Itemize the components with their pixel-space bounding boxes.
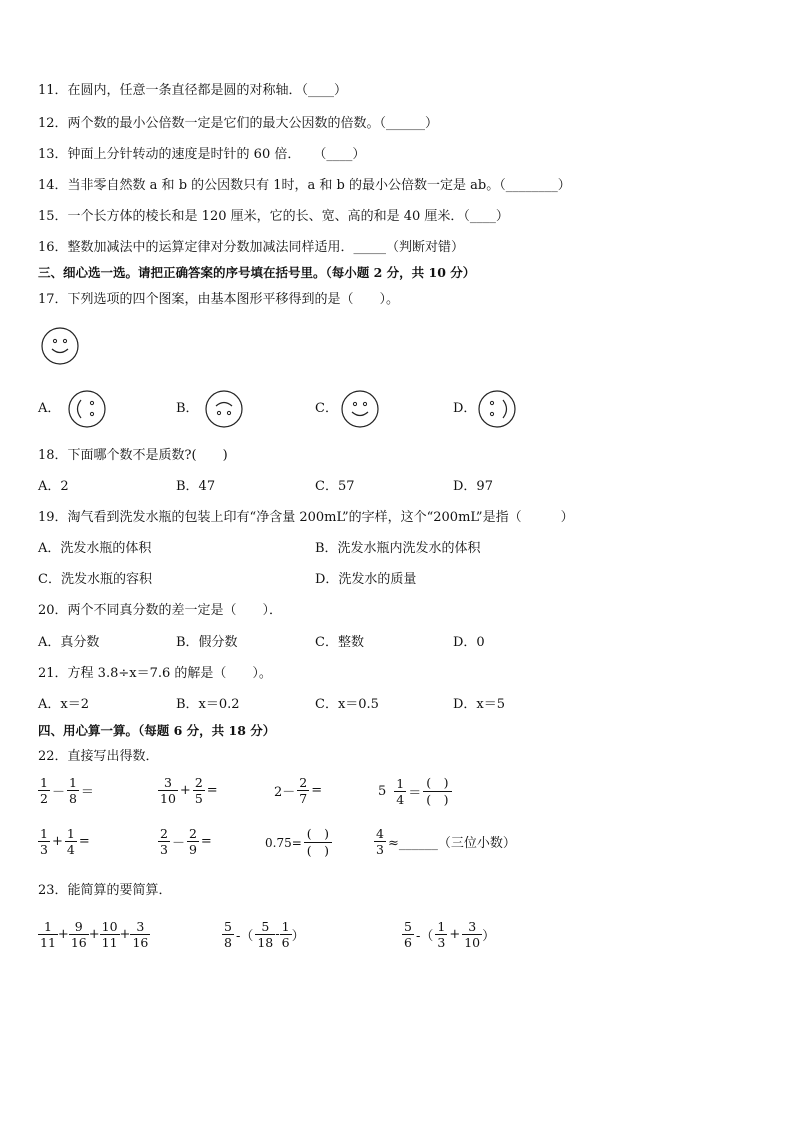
base-smiley-figure	[40, 326, 80, 366]
section-4-heading: 四、用心算一算。（每题 6 分，共 18 分）	[38, 723, 276, 738]
fraction: $\frac{5}{18}$	[257, 919, 274, 950]
question-23: 23．能简算的要简算．	[38, 883, 172, 898]
q19-option-b[interactable]: B．洗发水瓶内洗发水的体积	[315, 541, 481, 556]
question-11: 11．在圆内，任意一条直径都是圆的对称轴．（____）	[38, 83, 348, 98]
question-21: 21．方程 3.8÷x＝7.6 的解是（ ）。	[38, 666, 272, 681]
q18-option-b[interactable]: B．47	[176, 479, 216, 494]
fraction: $\frac{1}{3}$	[437, 919, 446, 950]
q21-option-c[interactable]: C．x＝0.5	[315, 697, 379, 712]
q19-option-d[interactable]: D．洗发水的质量	[315, 572, 417, 587]
q22-expr-8: $\frac{4}{3}$ ≈______（三位小数）	[376, 826, 516, 857]
section-3-heading: 三、细心选一选。请把正确答案的序号填在括号里。（每小题 2 分，共 10 分）	[38, 265, 476, 280]
question-12: 12．两个数的最小公倍数一定是它们的最大公因数的倍数。（______）	[38, 116, 439, 131]
question-14: 14．当非零自然数 a 和 b 的公因数只有 1时，a 和 b 的最小公倍数一定是 ab。（________）	[38, 178, 571, 193]
q19-option-a[interactable]: A．洗发水瓶的体积	[38, 541, 152, 556]
fraction: $\frac{3}{10}$	[160, 775, 176, 806]
question-16: 16．整数加减法中的运算定律对分数加减法同样适用．_____（判断对错）	[38, 240, 465, 255]
fraction: $\frac{1}{4}$	[396, 776, 405, 807]
q18-option-a[interactable]: A．2	[38, 479, 69, 494]
q21-option-a[interactable]: A．x＝2	[38, 697, 89, 712]
q18-option-d[interactable]: D．97	[453, 479, 493, 494]
q22-expr-4: 5 $\frac{1}{4}$ ＝ $\frac{( )}{( )}$	[376, 775, 452, 808]
fraction: $\frac{2}{5}$	[194, 775, 203, 806]
fraction: $\frac{1}{3}$	[40, 826, 48, 857]
q18-option-c[interactable]: C．57	[315, 479, 355, 494]
q22-expr-3: 2－ $\frac{2}{7}$ =	[274, 775, 323, 806]
q22-expr-6: $\frac{2}{3}$ － $\frac{2}{9}$ =	[160, 826, 212, 857]
fraction: $\frac{5}{6}$	[404, 919, 412, 950]
q21-option-b[interactable]: B．x＝0.2	[176, 697, 240, 712]
q21-option-d[interactable]: D．x＝5	[453, 697, 506, 712]
fraction: $\frac{2}{9}$	[188, 826, 197, 857]
fraction: $\frac{1}{8}$	[68, 775, 77, 806]
question-17: 17．下列选项的四个图案，由基本图形平移得到的是（ ）。	[38, 292, 400, 307]
fraction: $\frac{1}{11}$	[40, 919, 56, 950]
q17-option-c-figure[interactable]	[340, 389, 380, 429]
q17-option-d-figure[interactable]	[477, 389, 517, 429]
question-15: 15．一个长方体的棱长和是 120 厘米，它的长、宽、高的和是 40 厘米．（____）	[38, 209, 509, 224]
q23-expr-1: $\frac{1}{11}$ + $\frac{9}{16}$ + $\frac{10}{11}$ + $\frac{3}{16}$	[40, 919, 149, 950]
q22-expr-5: $\frac{1}{3}$ + $\frac{1}{4}$ =	[40, 826, 90, 857]
fraction: $\frac{4}{3}$	[376, 826, 384, 857]
q19-option-c[interactable]: C．洗发水瓶的容积	[38, 572, 152, 587]
answer-blank-fraction[interactable]: $\frac{( )}{( )}$	[304, 826, 332, 859]
question-18: 18．下面哪个数不是质数?( )	[38, 448, 228, 463]
q17-option-d-label: D．	[453, 401, 477, 416]
fraction: $\frac{3}{10}$	[464, 919, 481, 950]
fraction: $\frac{2}{7}$	[299, 775, 308, 806]
q23-expr-3: $\frac{5}{6}$ -（ $\frac{1}{3}$ + $\frac{3}{10}$ ）	[404, 919, 496, 950]
fraction: $\frac{1}{2}$	[40, 775, 48, 806]
q17-option-a-label: A．	[38, 401, 61, 416]
q22-expr-2: $\frac{3}{10}$ + $\frac{2}{5}$ =	[160, 775, 218, 806]
q20-option-d[interactable]: D．0	[453, 635, 485, 650]
q17-option-b-figure[interactable]	[204, 389, 244, 429]
q17-option-b-label: B．	[176, 401, 199, 416]
fraction: $\frac{3}{16}$	[132, 919, 149, 950]
question-20: 20．两个不同真分数的差一定是（ ）．	[38, 603, 283, 618]
q22-expr-1: $\frac{1}{2}$ － $\frac{1}{8}$ ＝	[40, 775, 94, 806]
answer-blank-fraction[interactable]: $\frac{( )}{( )}$	[423, 775, 451, 808]
question-19: 19．淘气看到洗发水瓶的包装上印有“净含量 200mL”的字样，这个“200mL”是指（ ）	[38, 510, 574, 525]
q20-option-b[interactable]: B．假分数	[176, 635, 238, 650]
q20-option-c[interactable]: C．整数	[315, 635, 364, 650]
fraction: $\frac{1}{4}$	[66, 826, 75, 857]
fraction: $\frac{5}{8}$	[224, 919, 232, 950]
fraction: $\frac{2}{3}$	[160, 826, 168, 857]
q22-expr-7: 0.75= $\frac{( )}{( )}$	[263, 826, 332, 859]
fraction: $\frac{10}{11}$	[101, 919, 118, 950]
q20-option-a[interactable]: A．真分数	[38, 635, 100, 650]
q17-option-c-label: C．	[315, 401, 338, 416]
fraction: $\frac{1}{6}$	[281, 919, 290, 950]
q17-option-a-figure[interactable]	[67, 389, 107, 429]
question-22: 22．直接写出得数．	[38, 749, 159, 764]
q23-expr-2: $\frac{5}{8}$ -（ $\frac{5}{18}$ - $\frac{1}{6}$ ）	[224, 919, 305, 950]
fraction: $\frac{9}{16}$	[70, 919, 87, 950]
question-13: 13．钟面上分针转动的速度是时针的 60 倍． （____）	[38, 147, 366, 162]
